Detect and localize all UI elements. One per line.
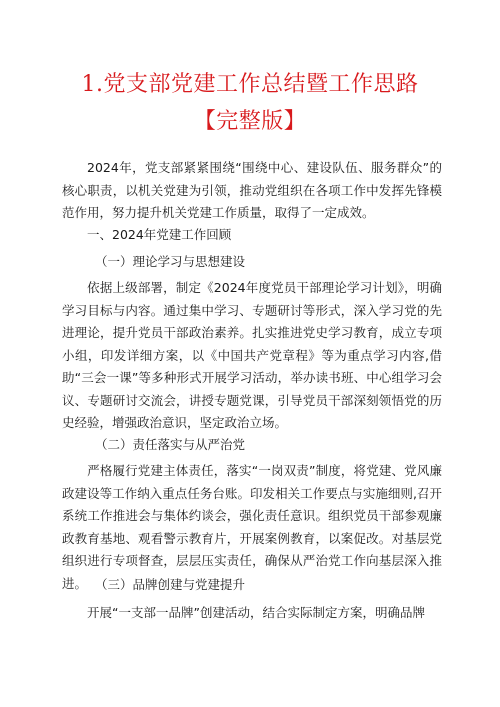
- subsection-text: 开展“一支部一品牌”创建活动，结合实际制定方案，明确品牌: [87, 605, 425, 620]
- intro-paragraph: [62, 157, 442, 225]
- subsection-heading: （三）品牌创建与党建提升: [95, 577, 246, 592]
- subsection-text: 依据上级部署，制定《2024年度党员干部理论学习计划》，明确学习目标与内容。通过集中学习、专题研讨等形式，深入学习党的先进理论，提升党员干部政治素养。扎实推进党史学习教育，成立专项小组，印发详细方案，以《中国共产党章程》等为重点学习内容,借助“三会一课”等多种形式开展学习活动，举办读书班、中心组学习会议、专题研讨交流会，讲授专题党课，引导党员干部深刻领悟党的历史经验，增强政治意识，坚定政治立场。: [62, 280, 442, 430]
- document-title-suffix: 【完整版】: [193, 109, 307, 134]
- subsection-heading: （一）理论学习与思想建设: [95, 254, 246, 269]
- subsection-heading: （二）责任落实与从严治党: [95, 437, 246, 452]
- subsection-paragraph: [62, 277, 442, 435]
- intro-text: 2024年，党支部紧紧围绕“围绕中心、建设队伍、服务群众”的核心职责，以机关党建为引领，推动党组织在各项工作中发挥先锋模范作用，努力提升机关党建工作质量，取得了一定成效。: [62, 160, 442, 220]
- subsection-paragraph: [62, 602, 442, 625]
- document-title: 1.党支部党建工作总结暨工作思路: [81, 72, 419, 97]
- subsection-text: 严格履行党建主体责任，落实“一岗双责”制度，将党建、党风廉政建设等工作纳入重点任务台账。印发相关工作要点与实施细则,召开系统工作推进会与集体约谈会，强化责任意识。组织党员干部参观廉政教育基地、观看警示教育片，开展案例教育，以案促改。对基层党组织进行专项督查，层层压实责任，确保从严治党工作向基层深入推进。: [62, 463, 442, 591]
- section-heading: 一、2024年党建工作回顾: [87, 227, 232, 242]
